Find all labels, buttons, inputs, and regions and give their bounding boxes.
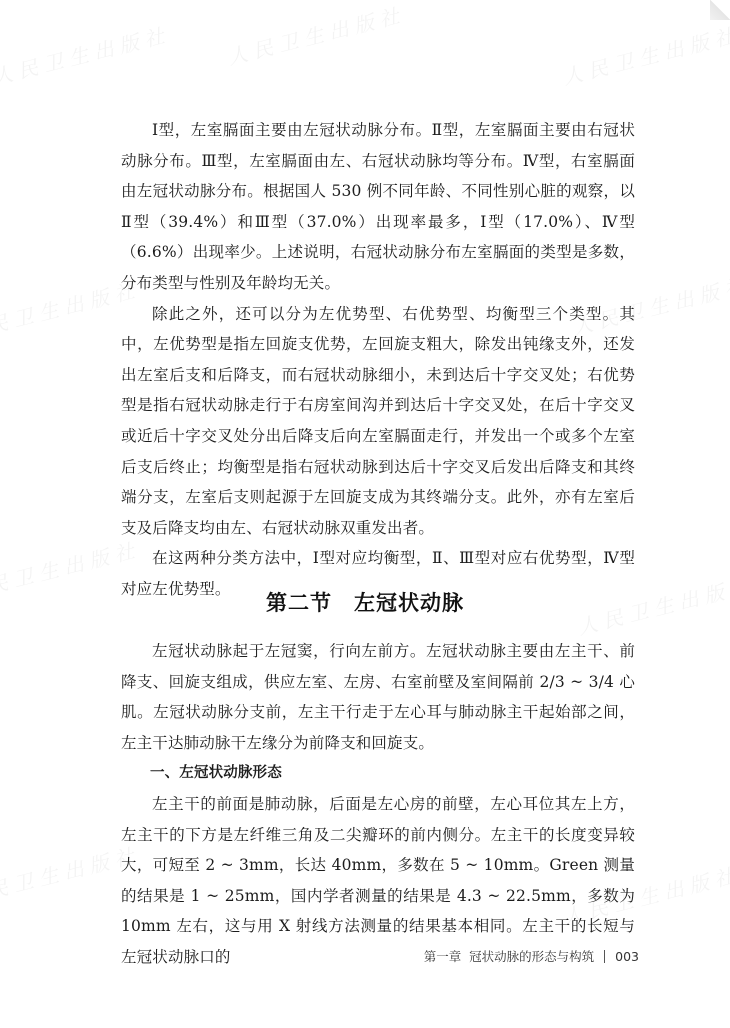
paragraph-correspondence: 在这两种分类方法中，Ⅰ型对应均衡型，Ⅱ、Ⅲ型对应右优势型，Ⅳ型对应左优势型。 xyxy=(121,549,635,598)
watermark xyxy=(0,18,173,90)
footer-chapter-title: 第一章 冠状动脉的形态与构筑 xyxy=(423,949,595,964)
page-corner-fold xyxy=(710,0,730,20)
section-title: 第二节 左冠状动脉 xyxy=(266,591,464,615)
watermark xyxy=(559,18,730,90)
footer-separator xyxy=(604,950,605,963)
watermark xyxy=(224,0,408,71)
paragraph-left-main-trunk: 左主干的前面是肺动脉，后面是左心房的前壁，左心耳位其左上方，左主干的下方是左纤维三角及二尖瓣环的前内侧分。左主干的长度变异较大，可短至 2 ~ 3mm，长达 40mm，多数在 5 ~ 10mm。Green 测量的结果是 1 ~ 25mm，国内学者测量的结果是 4.3 ~ 22.5mm，多数为 10mm 左右，这与用 X 射线方法测量的结果基本相同。左主干的长短与左冠状动脉口的 xyxy=(121,794,635,966)
paragraph-dominance-types: 除此之外，还可以分为左优势型、右优势型、均衡型三个类型。其中，左优势型是指左回旋支优势，左回旋支粗大，除发出钝缘支外，还发出左室后支和后降支，而右冠状动脉细小，未到达后十字交叉处；右优势型是指右冠状动脉走行于右房室间沟并到达后十字交叉处，在后十字交叉或近后十字交叉处分出后降支后向左室膈面走行，并发出一个或多个左室后支后终止；均衡型是指右冠状动脉到达后十字交叉后发出后降支和其终端分支，左室后支则起源于左回旋支成为其终端分支。此外，亦有左室后支及后降支均由左、右冠状动脉双重发出者。 xyxy=(121,304,635,537)
page-number: 003 xyxy=(615,949,639,964)
page-footer xyxy=(424,947,639,965)
paragraph-type-classification: Ⅰ型，左室膈面主要由左冠状动脉分布。Ⅱ型，左室膈面主要由右冠状动脉分布。Ⅲ型，左室膈面由左、右冠状动脉均等分布。Ⅳ型，右室膈面由左冠状动脉分布。根据国人 530 例不同年龄、不同性别心脏的观察，以Ⅱ型（39.4%）和Ⅲ型（37.0%）出现率最多，Ⅰ型（17.0%）、Ⅳ型（6.6%）出现率少。上述说明，右冠状动脉分布左室膈面的类型是多数，分布类型与性别及年龄均无关。 xyxy=(121,121,635,292)
paragraph-left-coronary-intro: 左冠状动脉起于左冠窦，行向左前方。左冠状动脉主要由左主干、前降支、回旋支组成，供应左室、左房、右室前壁及室间隔前 2/3 ~ 3/4 心肌。左冠状动脉分支前，左主干行走于左心耳与肺动脉主干起始部之间，左主干达肺动脉干左缘分为前降支和回旋支。 xyxy=(121,642,635,752)
text-block-lower xyxy=(121,636,635,973)
text-block-upper xyxy=(121,115,635,605)
subheading: 一、左冠状动脉形态 xyxy=(150,765,282,782)
